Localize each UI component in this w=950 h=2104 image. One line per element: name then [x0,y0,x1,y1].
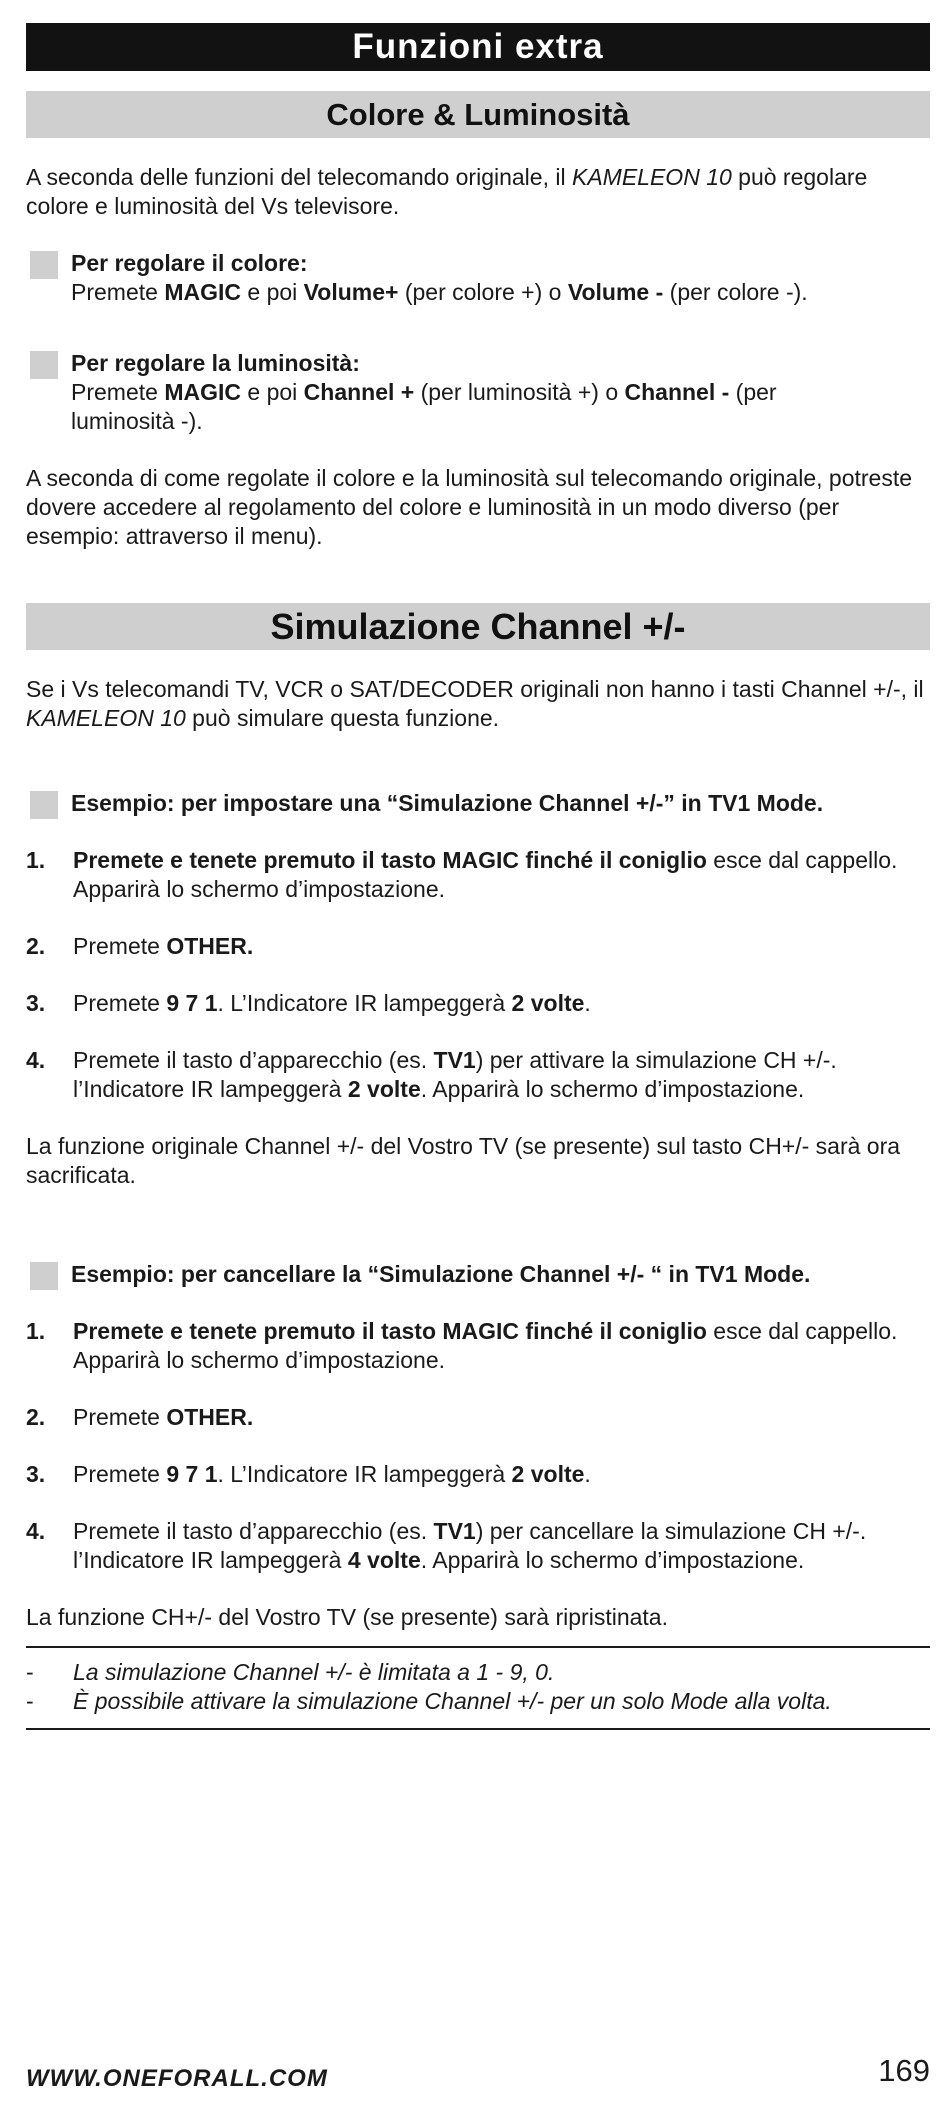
bullet-square-icon [30,1262,58,1290]
page-number: 169 [878,2053,930,2088]
step-item: 2. Premete OTHER. [26,1404,254,1430]
website-url: WWW.ONEFORALL.COM [26,2065,328,2092]
step-number: 2. [26,933,46,959]
note-item: - È possibile attivare la simulazione Channel +/- per un solo Mode alla volta. [26,1688,832,1714]
step-item: 4. Premete il tasto d’apparecchio (es. TV1) per attivare la simulazione CH +/-. l’Indicatore IR lampeggerà 2 volte. Apparirà lo schermo d’impostazione. [26,1047,837,1102]
step-item: 3. Premete 9 7 1. L’Indicatore IR lampeggerà 2 volte. [26,990,591,1016]
step-number: 3. [26,1461,46,1487]
color-intro-paragraph: A seconda delle funzioni del telecomando originale, il KAMELEON 10 può regolare colore e luminosità del Vs televisore. [26,164,868,219]
step-number: 1. [26,1318,46,1344]
example-set-steps [26,846,930,1104]
color-brightness-note: A seconda di come regolate il colore e la luminosità sul telecomando originale, potreste dovere accedere al regolamento del colore e luminosità in un modo diverso (per esempio: attraverso il menu). [26,465,913,549]
notes-box [26,1648,930,1728]
example-cancel-steps [26,1317,930,1575]
step-item: 4. Premete il tasto d’apparecchio (es. TV1) per cancellare la simulazione CH +/-. l’Indicatore IR lampeggerà 4 volte. Apparirà lo schermo d’impostazione. [26,1518,867,1573]
step-item: 1. Premete e tenete premuto il tasto MAGIC finché il coniglio esce dal cappello. Apparirà lo schermo d’impostazione. [26,847,898,902]
color-instruction [26,249,930,307]
divider-bottom [26,1728,930,1730]
brightness-instruction-title: Per regolare la luminosità: [71,350,360,376]
brightness-instruction [26,349,930,436]
brightness-instruction-text: Premete MAGIC e poi Channel + (per luminosità +) o Channel - (per luminosità -). [71,379,777,434]
example-cancel-result: La funzione CH+/- del Vostro TV (se presente) sarà ripristinata. [26,1604,668,1630]
step-item: 3. Premete 9 7 1. L’Indicatore IR lampeggerà 2 volte. [26,1461,591,1487]
step-number: 2. [26,1404,46,1430]
example-cancel-title: Esempio: per cancellare la “Simulazione Channel +/- “ in TV1 Mode. [71,1261,811,1287]
step-number: 4. [26,1047,46,1073]
example-set-result: La funzione originale Channel +/- del Vostro TV (se presente) sul tasto CH+/- sarà ora sacrificata. [26,1133,901,1188]
bullet-square-icon [30,251,58,279]
step-number: 3. [26,990,46,1016]
bullet-square-icon [30,791,58,819]
page-title: Funzioni extra [26,23,930,71]
step-item: 2. Premete OTHER. [26,933,254,959]
note-dash: - [26,1688,34,1714]
manual-page [26,23,930,1730]
section-heading-channel-simulation: Simulazione Channel +/- [26,603,930,650]
note-item: - La simulazione Channel +/- è limitata a 1 - 9, 0. [26,1659,555,1685]
example-cancel-heading [26,1260,930,1289]
example-set-heading [26,789,930,818]
channel-simulation-intro: Se i Vs telecomandi TV, VCR o SAT/DECODER originali non hanno i tasti Channel +/-, il KAMELEON 10 può simulare questa funzione. [26,676,924,731]
step-item: 1. Premete e tenete premuto il tasto MAGIC finché il coniglio esce dal cappello. Apparirà lo schermo d’impostazione. [26,1318,898,1373]
color-instruction-text: Premete MAGIC e poi Volume+ (per colore +) o Volume - (per colore -). [71,279,808,305]
note-dash: - [26,1659,34,1685]
example-set-title: Esempio: per impostare una “Simulazione Channel +/-” in TV1 Mode. [71,790,824,816]
color-instruction-title: Per regolare il colore: [71,250,308,276]
step-number: 1. [26,847,46,873]
step-number: 4. [26,1518,46,1544]
bullet-square-icon [30,351,58,379]
section-heading-color-brightness: Colore & Luminosità [26,91,930,138]
